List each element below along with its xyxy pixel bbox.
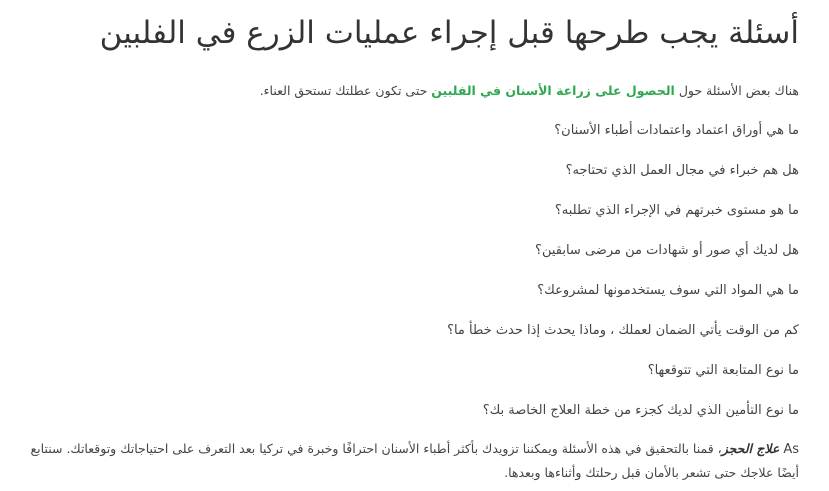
question-item: ما هو مستوى خبرتهم في الإجراء الذي تطلبه؟ — [554, 203, 799, 218]
closing-emphasis: علاج الحجز — [721, 441, 780, 456]
question-item: هل هم خبراء في مجال العمل الذي تحتاجه؟ — [565, 163, 799, 178]
intro-paragraph — [20, 81, 799, 101]
intro-text-after: حتى تكون عطلتك تستحق العناء. — [259, 83, 432, 98]
question-item: ما هي أوراق اعتماد واعتمادات أطباء الأسنان؟ — [554, 123, 799, 138]
closing-paragraph — [20, 437, 799, 484]
article-title: أسئلة يجب طرحها قبل إجراء عمليات الزرع في الفلبين — [99, 15, 799, 51]
intro-text-before: هناك بعض الأسئلة حول — [674, 83, 799, 98]
questions-list — [20, 121, 799, 421]
question-item: ما هي المواد التي سوف يستخدمونها لمشروعك؟ — [537, 283, 799, 298]
question-item: هل لديك أي صور أو شهادات من مرضى سابقين؟ — [535, 243, 799, 258]
dental-implants-philippines-link[interactable]: الحصول على زراعة الأسنان في الفلبين — [431, 83, 675, 98]
question-item: كم من الوقت يأتي الضمان لعملك ، وماذا يحدث إذا حدث خطأ ما؟ — [447, 323, 799, 338]
closing-prefix: As — [783, 442, 799, 457]
question-item: ما نوع المتابعة التي تتوقعها؟ — [647, 363, 799, 378]
closing-text: ، قمنا بالتحقيق في هذه الأسئلة ويمكننا تزويدك بأكثر أطباء الأسنان احترافًا وخبرة في تركيا بعد التعرف على احتياجاتك وتوقعاتك. سنتابع أيضًا علاجك حتى تشعر بالأمان قبل رحلتك وأثناءها وبعدها. — [30, 441, 799, 480]
question-item: ما نوع التأمين الذي لديك كجزء من خطة العلاج الخاصة بك؟ — [482, 403, 799, 418]
